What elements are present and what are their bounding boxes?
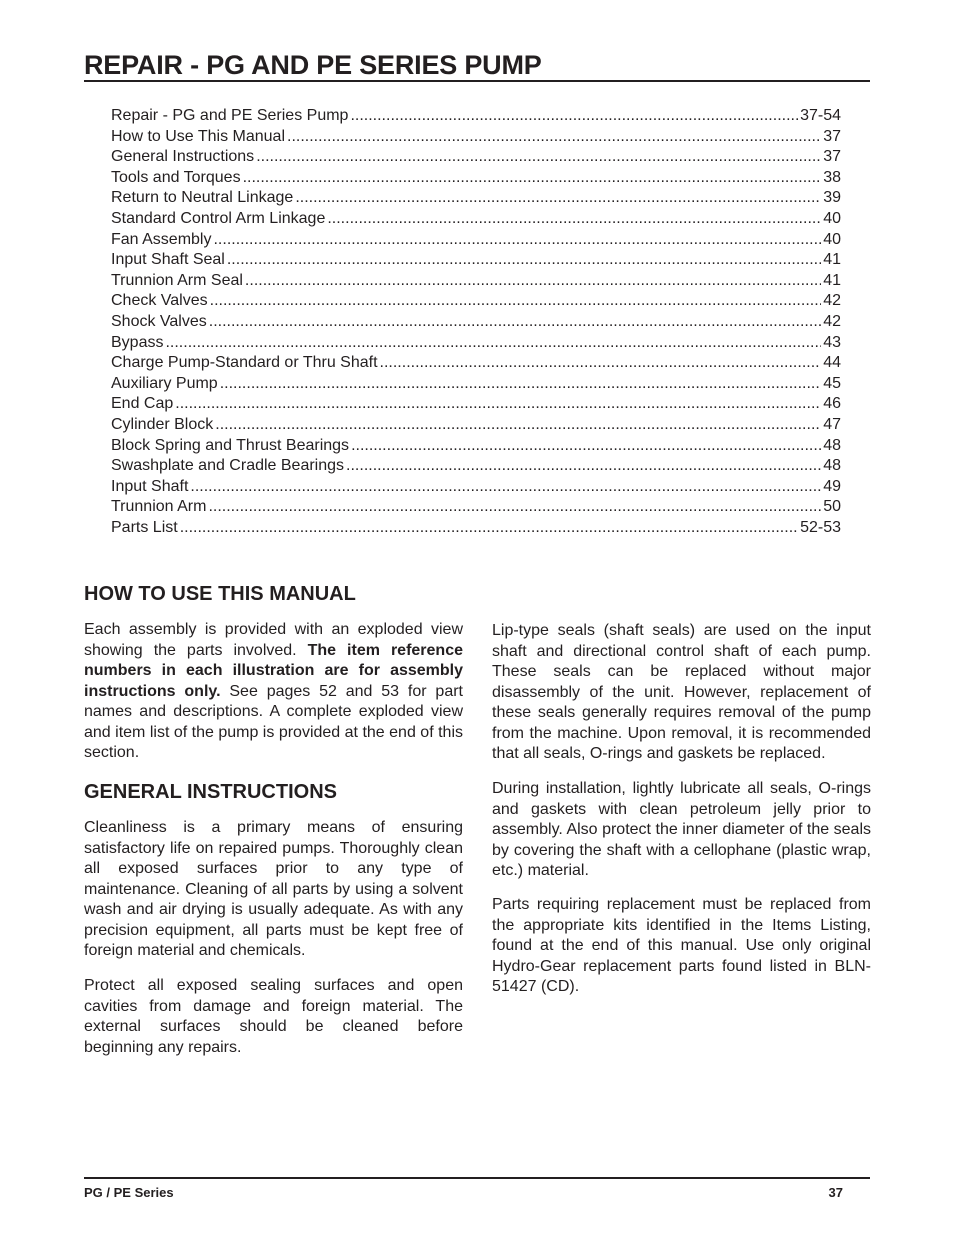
toc-entry [111,477,841,498]
toc-entry-page: 44 [823,354,841,372]
toc-leader-dots [380,353,822,374]
toc-leader-dots [210,291,822,312]
table-of-contents [111,106,841,538]
toc-entry-page: 40 [823,230,841,248]
toc-entry-title: General Instructions [111,148,255,166]
toc-leader-dots [215,415,821,436]
toc-entry-title: How to Use This Manual [111,127,285,145]
toc-entry-page: 49 [823,477,841,495]
toc-entry-page: 38 [823,168,841,186]
toc-entry-title: Trunnion Arm Seal [111,271,243,289]
toc-leader-dots [327,209,821,230]
toc-entry [111,188,841,209]
toc-entry-page: 40 [823,209,841,227]
how-to-use-heading: HOW TO USE THIS MANUAL [84,583,356,605]
toc-entry-page: 48 [823,436,841,454]
toc-entry-page: 37-54 [800,107,841,124]
toc-entry-title: End Cap [111,395,174,413]
toc-leader-dots [208,497,821,518]
toc-entry [111,415,841,436]
toc-leader-dots [350,106,798,127]
toc-leader-dots [287,127,821,148]
toc-entry [111,333,841,354]
toc-entry-page: 46 [823,395,841,413]
general-paragraph-1: Cleanliness is a primary means of ensuring satisfactory life on repaired pumps. Thoroughly clean all exposed surfaces prior to any type of maintenance. Cleaning of all parts by using a solvent wash and air drying is usually adequate. As with any precision equipment, all parts must be kept free of foreign material and chemicals. [84,819,463,959]
right-paragraph-1: Lip-type seals (shaft seals) are used on the input shaft and directional control shaft of each pump. These seals can be replaced without major disassembly of the unit. However, replacement of these seals generally requires removal of the pump from the machine. Upon removal, it is recommended that all seals, O-rings and gaskets be replaced. [492,622,871,762]
toc-entry-page: 42 [823,292,841,310]
toc-entry-page: 50 [823,498,841,516]
toc-leader-dots [227,250,821,271]
toc-leader-dots [256,147,821,168]
general-paragraph-2: Protect all exposed sealing surfaces and open cavities from damage and foreign material. The external surfaces should be cleaned before beginning any repairs. [84,977,463,1056]
toc-entry-page: 48 [823,457,841,475]
toc-entry [111,394,841,415]
toc-entry [111,230,841,251]
toc-entry-page: 41 [823,251,841,269]
toc-leader-dots [175,394,821,415]
toc-entry [111,127,841,148]
toc-entry-title: Check Valves [111,292,208,310]
toc-leader-dots [165,333,821,354]
toc-entry-title: Parts List [111,518,178,536]
toc-entry-page: 39 [823,189,841,207]
toc-entry-title: Cylinder Block [111,415,214,433]
toc-leader-dots [245,271,821,292]
toc-entry-title: Auxiliary Pump [111,374,218,392]
toc-entry-title: Charge Pump-Standard or Thru Shaft [111,354,378,372]
toc-leader-dots [209,312,821,333]
toc-entry-title: Standard Control Arm Linkage [111,209,326,227]
toc-leader-dots [180,518,798,539]
toc-leader-dots [346,456,821,477]
toc-leader-dots [213,230,821,251]
toc-leader-dots [243,168,822,189]
toc-entry-title: Repair - PG and PE Series Pump [111,107,349,124]
toc-entry [111,250,841,271]
toc-entry-page: 52-53 [800,518,841,536]
toc-entry-title: Block Spring and Thrust Bearings [111,436,350,454]
toc-entry-page: 43 [823,333,841,351]
footer-rule [84,1177,870,1179]
toc-entry [111,353,841,374]
toc-entry [111,518,841,539]
toc-entry [111,312,841,333]
toc-entry [111,374,841,395]
toc-entry-title: Input Shaft Seal [111,251,225,269]
toc-entry [111,106,841,127]
toc-entry-page: 37 [823,148,841,166]
toc-entry [111,168,841,189]
toc-entry-title: Bypass [111,333,164,351]
toc-entry-page: 37 [823,127,841,145]
toc-entry-title: Input Shaft [111,477,189,495]
toc-entry [111,456,841,477]
toc-entry-page: 41 [823,271,841,289]
toc-entry-title: Return to Neutral Linkage [111,189,294,207]
toc-entry-title: Fan Assembly [111,230,212,248]
how-to-use-paragraph: Each assembly is provided with an exploded view showing the parts involved. The item reference numbers in each illustration are for assembly instructions only. See pages 52 and 53 for part names and descriptions. A complete exploded view and item list of the pump is provided at the end of this section. [84,621,463,761]
toc-entry [111,436,841,457]
toc-entry-page: 45 [823,374,841,392]
right-paragraph-3: Parts requiring replacement must be replaced from the appropriate kits identified in the Items Listing, found at the end of this manual. Use only original Hydro-Gear replacement parts found listed in BLN-51427 (CD). [492,896,871,995]
general-instructions-heading: GENERAL INSTRUCTIONS [84,781,337,803]
toc-entry [111,497,841,518]
toc-entry-title: Tools and Torques [111,168,241,186]
toc-leader-dots [295,188,821,209]
toc-entry-title: Trunnion Arm [111,498,207,516]
toc-leader-dots [220,374,822,395]
toc-entry-page: 47 [823,415,841,433]
footer-series: PG / PE Series [84,1185,174,1200]
right-paragraph-2: During installation, lightly lubricate all seals, O-rings and gaskets with clean petroleum jelly prior to assembly. Also protect the inner diameter of the seals by covering the shaft with a cellophane (plastic wrap, etc.) material. [492,780,871,879]
toc-leader-dots [190,477,821,498]
toc-entry-title: Shock Valves [111,312,207,330]
toc-entry [111,271,841,292]
toc-entry-page: 42 [823,312,841,330]
toc-leader-dots [351,436,821,457]
toc-entry [111,291,841,312]
toc-entry [111,147,841,168]
page-title: REPAIR - PG AND PE SERIES PUMP [84,50,870,82]
toc-entry [111,209,841,230]
toc-entry-title: Swashplate and Cradle Bearings [111,457,345,475]
footer-page-number: 37 [828,1185,843,1200]
